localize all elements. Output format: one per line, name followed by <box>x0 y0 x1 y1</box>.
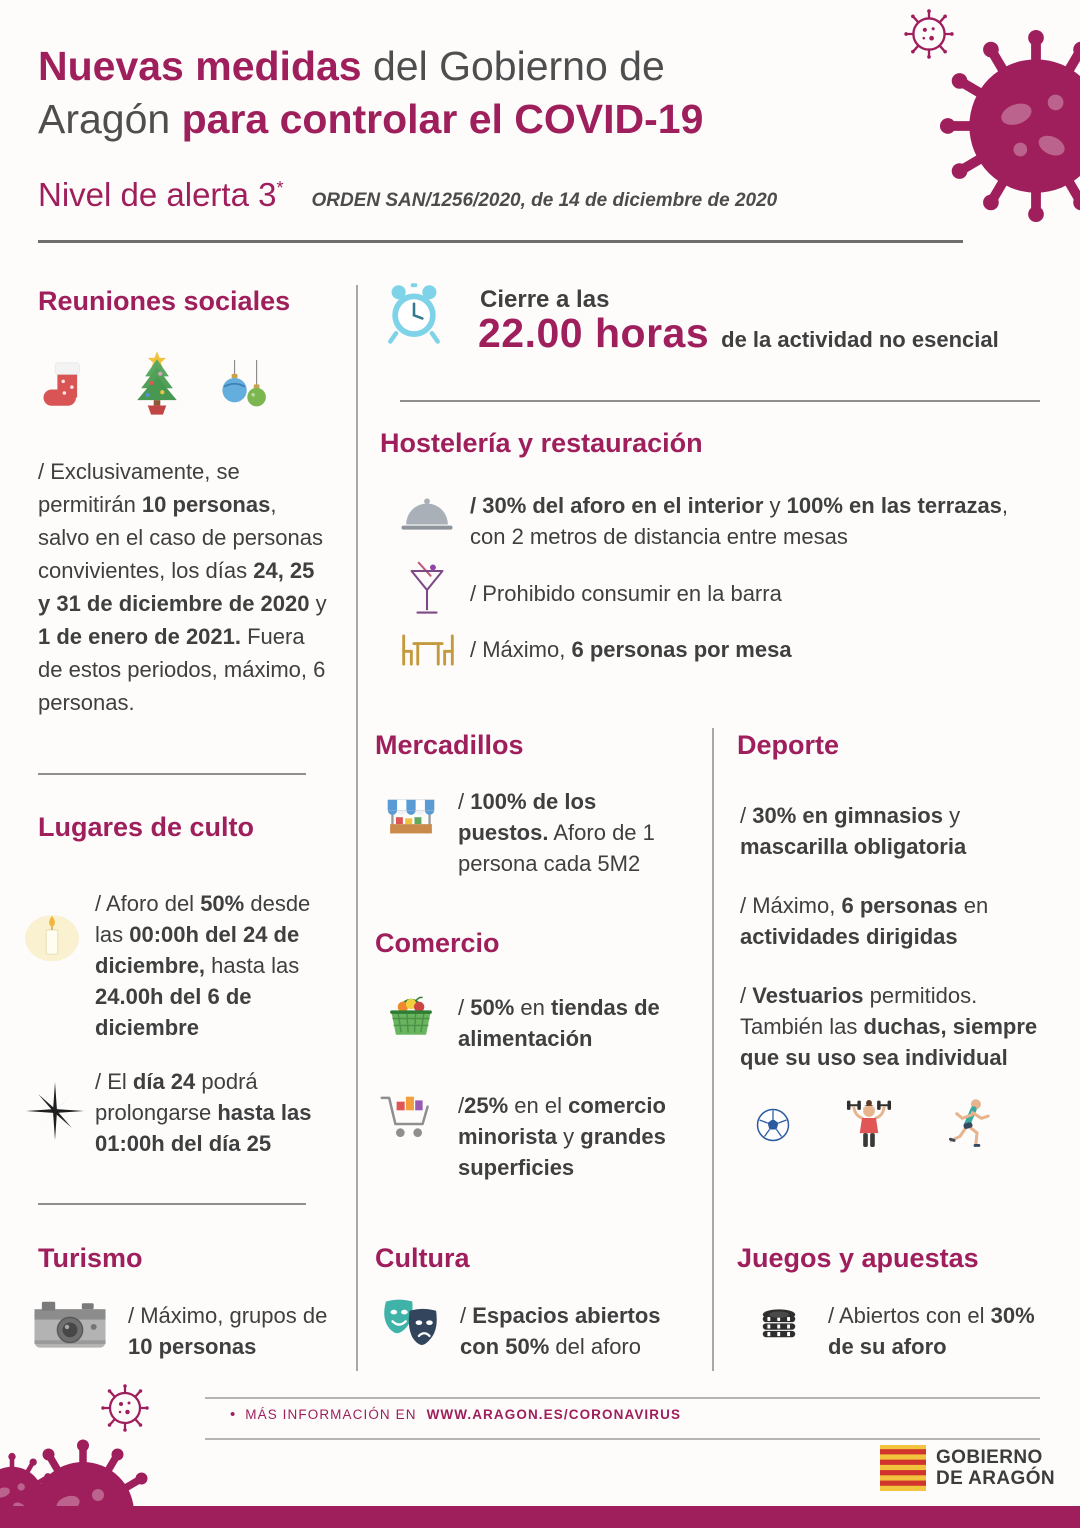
section-title-culto: Lugares de culto <box>38 812 255 842</box>
gobierno-aragon-logo <box>880 1445 1055 1491</box>
page-title <box>38 40 703 146</box>
section-title-comercio: Comercio <box>375 928 500 958</box>
header-divider <box>38 240 963 243</box>
star-icon <box>26 1082 84 1140</box>
section-title-hosteleria: Hostelería y restauración <box>380 428 703 458</box>
alert-level-text: Nivel de alerta 3* <box>38 176 284 213</box>
section-title-juegos: Juegos y apuestas <box>737 1243 979 1273</box>
section-title-deporte: Deporte <box>737 730 840 760</box>
logo-text <box>936 1447 1055 1489</box>
alarm-clock-icon <box>382 282 446 346</box>
virus-outline-icon <box>100 1383 150 1433</box>
market-stall-icon <box>382 792 440 854</box>
deporte-item-2: / Máximo, 6 personas en actividades dirigidas <box>740 893 989 949</box>
logo-text-line1: GOBIERNO <box>936 1447 1043 1468</box>
dumbbells-icon <box>840 1093 898 1157</box>
comercio-item-1: / 50% en tiendas de alimentación <box>458 995 660 1051</box>
theater-masks-icon <box>378 1296 444 1352</box>
section-title-turismo: Turismo <box>38 1243 143 1273</box>
culto-item-1: / Aforo del 50% desde las 00:00h del 24 de diciembre, hasta las 24.00h del 6 de diciembre <box>95 891 311 1040</box>
cocktail-icon <box>408 560 446 620</box>
hosteleria-item-1: / 30% del aforo en el interior y 100% en las terrazas, con 2 metros de distancia entre mesas <box>470 493 1009 549</box>
turismo-text: / Máximo, grupos de 10 personas <box>128 1303 328 1359</box>
grocery-basket-icon <box>382 986 440 1044</box>
candle-icon <box>20 898 84 972</box>
alert-asterisk: * <box>276 178 284 198</box>
juegos-text: / Abiertos con el 30% de su aforo <box>828 1303 1035 1359</box>
cultura-text: / Espacios abiertos con 50% del aforo <box>460 1303 661 1359</box>
coronavirus-url-link[interactable]: WWW.ARAGON.ES/CORONAVIRUS <box>426 1407 682 1422</box>
bullet-icon: • <box>230 1406 236 1423</box>
curfew-scope: de la actividad no esencial <box>721 327 999 352</box>
logo-text-line2: DE ARAGÓN <box>936 1468 1056 1489</box>
bottom-bar <box>0 1506 1080 1528</box>
deporte-item-3: / Vestuarios permitidos. También las duchas, siempre que su uso sea individual <box>740 983 1038 1070</box>
mercadillos-text: / 100% de los puestos. Aforo de 1 persona cada 5M2 <box>458 789 655 876</box>
divider <box>400 400 1040 402</box>
soccer-ball-icon <box>748 1100 798 1150</box>
aragon-flag-icon <box>880 1445 926 1491</box>
poker-chips-icon <box>750 1294 808 1348</box>
table-chairs-icon <box>396 630 460 670</box>
sports-icons-row <box>748 1092 996 1158</box>
curfew-intro: Cierre a las <box>480 286 610 313</box>
christmas-tree-icon <box>124 336 190 430</box>
section-title-cultura: Cultura <box>375 1243 470 1273</box>
footer-divider-bottom <box>205 1438 1040 1440</box>
curfew-time: 22.00 horas <box>478 310 710 356</box>
reuniones-text: / Exclusivamente, se permitirán 10 personas, salvo en el caso de personas convivientes, los días 24, 25 y 31 de diciembre de 2020 y 1 de enero de 2021. Fuera de estos periodos, máximo, 6 personas. <box>38 459 327 715</box>
divider <box>38 773 306 775</box>
footer-info-prefix: MÁS INFORMACIÓN EN <box>245 1407 417 1422</box>
vertical-divider-left <box>356 285 358 1371</box>
section-title-mercadillos: Mercadillos <box>375 730 524 760</box>
stocking-icon <box>40 342 98 430</box>
hosteleria-item-3: / Máximo, 6 personas por mesa <box>470 637 792 662</box>
vertical-divider-right <box>712 728 714 1371</box>
hosteleria-item-2: / Prohibido consumir en la barra <box>470 581 782 606</box>
comercio-item-2: /25% en el comercio minorista y grandes superficies <box>458 1093 666 1180</box>
footer-info <box>230 1406 681 1423</box>
alert-row <box>38 176 777 214</box>
culto-item-2: / El día 24 podrá prolongarse hasta las 01:00h del día 25 <box>95 1069 312 1156</box>
shopping-cart-icon <box>378 1086 440 1152</box>
title-line-2: Aragón para controlar el COVID-19 <box>38 96 704 142</box>
footer-divider-top <box>205 1397 1040 1399</box>
title-line-1: Nuevas medidas del Gobierno de <box>38 43 665 89</box>
ornaments-icon <box>216 348 274 430</box>
runner-icon <box>940 1092 996 1158</box>
virus-icon <box>938 28 1080 224</box>
curfew-time-row <box>478 310 999 357</box>
christmas-icons-row <box>40 336 274 430</box>
cloche-icon <box>398 494 456 534</box>
order-reference: ORDEN SAN/1256/2020, de 14 de diciembre de 2020 <box>311 190 778 211</box>
camera-icon <box>33 1297 107 1351</box>
divider <box>38 1203 306 1205</box>
deporte-item-1: / 30% en gimnasios y mascarilla obligatoria <box>740 803 967 859</box>
section-title-reuniones: Reuniones sociales <box>38 286 291 316</box>
